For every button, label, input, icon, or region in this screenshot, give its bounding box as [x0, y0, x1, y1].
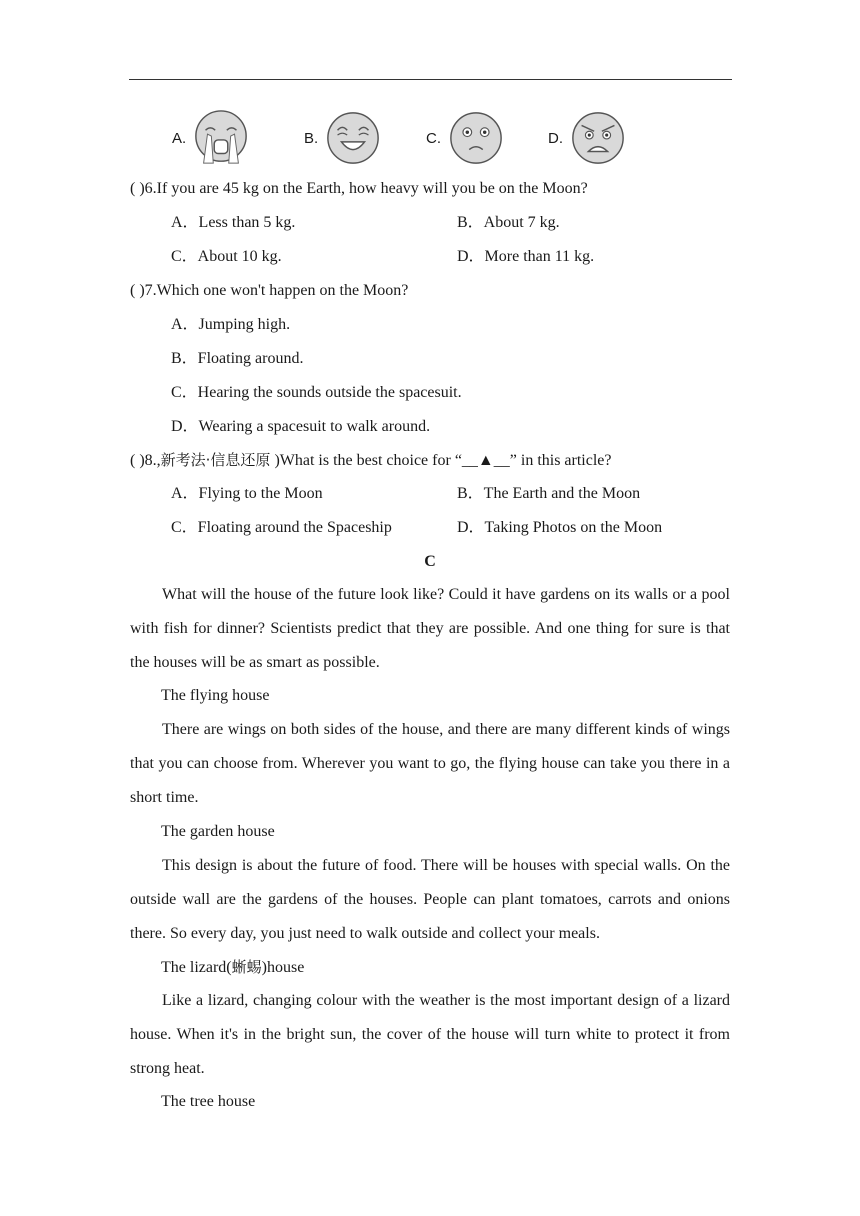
question-8-stem [130, 450, 612, 471]
q8-option-c: C．Floating around the Spaceship [171, 519, 392, 536]
face-option-b [304, 106, 382, 170]
garden-house-text: This design is about the future of food. There will be houses with special walls. On the outside wall are the gardens of the houses. People can plant tomatoes, carrots and onions there. So every day, you just need to walk outside and collect your meals. [130, 857, 730, 942]
garden-house-title: The garden house [161, 823, 275, 840]
q8-blank: __▲__ [461, 452, 510, 469]
worried-face-icon [447, 109, 505, 167]
q8-option-a: A．Flying to the Moon [171, 485, 323, 502]
lizard-title-a: The lizard( [161, 959, 232, 976]
face-option-label: D. [548, 129, 563, 147]
q6-option-c: C．About 10 kg. [171, 248, 282, 265]
q7-option-d: D．Wearing a spacesuit to walk around. [171, 418, 431, 435]
face-option-label: B. [304, 129, 319, 147]
q7-option-a: A．Jumping high. [171, 316, 291, 333]
lizard-house-paragraph [130, 984, 730, 1086]
lizard-house-title [161, 957, 304, 978]
q8-suffix: ” in this article? [509, 452, 612, 469]
face-option-d [548, 106, 627, 170]
q6-option-b: B．About 7 kg. [457, 214, 560, 231]
q8-tag: 新考法·信息还原 [160, 451, 271, 469]
angry-face-icon [569, 109, 627, 167]
q8-option-b: B．The Earth and the Moon [457, 485, 641, 502]
face-option-c [426, 106, 505, 170]
q8-mid: )What is the best choice for “ [270, 452, 462, 469]
q6-option-d: D．More than 11 kg. [457, 248, 595, 265]
flying-house-text: There are wings on both sides of the house, and there are many different kinds of wings that you can choose from. Wherever you want to go, the flying house can take you there in a short time. [130, 721, 730, 806]
question-6-stem: ( )6.If you are 45 kg on the Earth, how heavy will you be on the Moon? [130, 180, 588, 197]
q8-option-d: D．Taking Photos on the Moon [457, 519, 663, 536]
intro-paragraph [130, 578, 730, 680]
face-option-a [172, 106, 250, 170]
crying-face-icon [192, 109, 250, 167]
flying-house-title: The flying house [161, 687, 270, 704]
q7-option-c: C．Hearing the sounds outside the spacesuit. [171, 384, 462, 401]
face-option-label: A. [172, 129, 187, 147]
lizard-title-cn: 蜥蜴 [231, 958, 262, 976]
lizard-house-text: Like a lizard, changing colour with the weather is the most important design of a lizard house. When it's in the bright sun, the cover of the house will turn white to protect it from strong heat. [130, 992, 730, 1077]
lizard-title-b: )house [261, 959, 305, 976]
intro-text: What will the house of the future look like? Could it have gardens on its walls or a pool with fish for dinner? Scientists predict that they are possible. And one thing for sure is that the houses will be as smart as possible. [130, 586, 730, 671]
section-c-heading: C [424, 553, 436, 570]
q6-option-a: A．Less than 5 kg. [171, 214, 296, 231]
flying-house-paragraph [130, 713, 730, 815]
laughing-face-icon [324, 109, 382, 167]
face-option-label: C. [426, 129, 441, 147]
header-rule [129, 79, 732, 80]
face-options-row [0, 106, 860, 170]
q8-prefix: ( )8., [130, 452, 161, 469]
tree-house-title: The tree house [161, 1093, 256, 1110]
question-7-stem: ( )7.Which one won't happen on the Moon? [130, 282, 409, 299]
q7-option-b: B．Floating around. [171, 350, 304, 367]
garden-house-paragraph [130, 849, 730, 951]
